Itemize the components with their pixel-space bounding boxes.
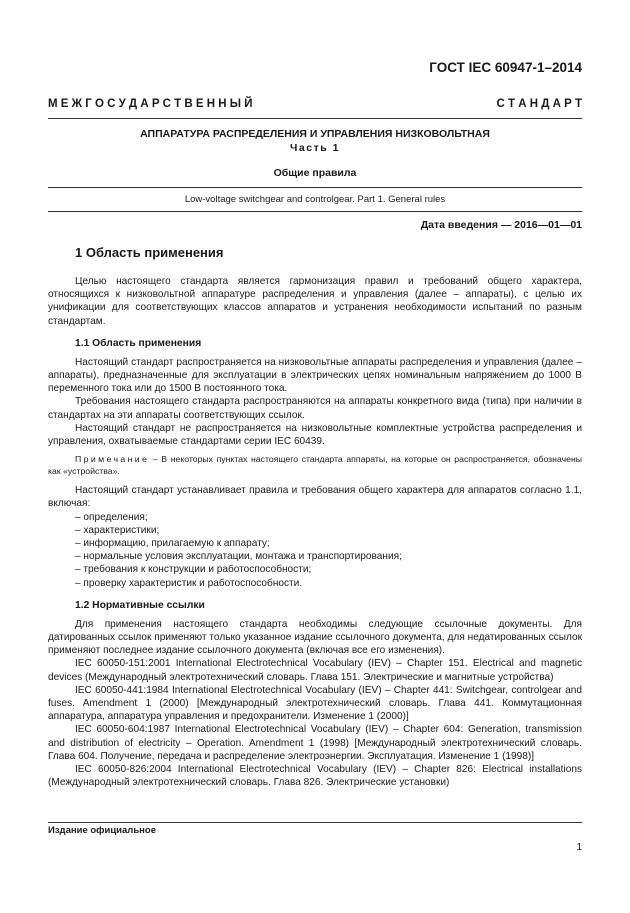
reference-entry: IEC 60050-604:1987 International Electrotechnical Vocabulary (IEV) – Chapter 604: Generation, transmission and distribution of electricity – Operation. Amendment 1 (1998) [Международный электротехнический словарь. Глава 604. Получение, передача и распределение электроэнергии. Эксплуатация. Изменение 1 (1998)] — [48, 724, 582, 762]
document-subtitle: Общие правила — [273, 167, 357, 179]
subsection-heading-references: 1.2 Нормативные ссылки — [75, 599, 205, 611]
note — [48, 453, 582, 477]
list-item: – нормальные условия эксплуатации, монтажа и транспортирования; — [75, 551, 402, 563]
scope-paragraph: Настоящий стандарт распространяется на низковольтные аппараты распределения и управления (далее – аппараты), предназначенные для эксплуатации в электрических цепях номинальным напряжением до 1000 В переменного тока или до 1500 В постоянного тока. — [48, 356, 582, 395]
title-part: Часть 1 — [290, 142, 340, 154]
scope-paragraph: Требования настоящего стандарта распространяются на аппараты конкретного вида (типа) при наличии в стандартах на эти аппараты соответствующих ссылок. — [48, 396, 582, 421]
standard-category-left: М Е Ж Г О С У Д А Р С Т В Е Н Н Ы Й — [48, 98, 253, 110]
standard-number: ГОСТ IEC 60947-1–2014 — [429, 60, 582, 75]
main-content — [48, 245, 582, 790]
list-item: – требования к конструкции и работоспособности; — [75, 564, 312, 576]
english-title-rule-bottom — [48, 211, 582, 212]
title-main: АППАРАТУРА РАСПРЕДЕЛЕНИЯ И УПРАВЛЕНИЯ НИЗКОВОЛЬТНАЯ — [140, 128, 490, 140]
header-rule-top — [48, 118, 582, 119]
reference-entry: IEC 60050-826:2004 International Electrotechnical Vocabulary (IEV) – Chapter 826: Electrical installations (Международный электротехнический словарь. Глава 826. Электрические установки) — [48, 764, 582, 789]
introduction-date: Дата введения — 2016—01—01 — [420, 219, 582, 231]
footer-rule — [48, 822, 582, 823]
list-item: – информацию, прилагаемую к аппарату; — [75, 538, 270, 550]
list-item: – определения; — [75, 511, 148, 523]
list-item: – проверку характеристик и работоспособности. — [75, 577, 303, 589]
scope-paragraph: Настоящий стандарт не распространяется на низковольтные комплектные устройства распределения и управления, охватываемые стандартами серии IEC 60439. — [48, 422, 582, 448]
english-title: Low-voltage switchgear and controlgear. Part 1. General rules — [184, 194, 446, 205]
english-title-rule-top — [48, 187, 582, 188]
standard-category-right: С Т А Н Д А Р Т — [496, 98, 582, 110]
document-title — [48, 127, 582, 155]
reference-entry: IEC 60050-441:1984 International Electrotechnical Vocabulary (IEV) – Chapter 441: Switchgear, controlgear and fuses. Amendment 1 (2000) [Международный электротехнический словарь. Глава 441. Коммутационная аппаратура, аппаратура управления и предохранители. Изменение 1 (2000)] — [48, 684, 582, 723]
section-heading: 1 Область применения — [75, 245, 224, 260]
note-text: – В некоторых пунктах настоящего стандарта аппараты, на которые он распространяется, обозначены как «устройства». — [48, 454, 582, 477]
standard-category — [48, 98, 582, 110]
rules-list — [48, 511, 582, 590]
page-number: 1 — [576, 842, 582, 853]
rules-intro: Настоящий стандарт устанавливает правила и требования общего характера для аппаратов согласно 1.1, включая: — [48, 485, 582, 510]
references-paragraph: Для применения настоящего стандарта необходимы следующие ссылочные документы. Для датированных ссылок применяют только указанное издание ссылочного документа, для недатированных ссылок применяют последнее издание ссылочного документа (включая все его изменения). — [48, 618, 582, 657]
list-item: – характеристики; — [75, 524, 160, 536]
edition-label: Издание официальное — [48, 825, 156, 836]
note-label: Примечание — [75, 454, 150, 465]
subsection-heading-scope: 1.1 Область применения — [75, 337, 202, 349]
section-intro: Целью настоящего стандарта является гармонизация правил и требований общего характера, относящихся к низковольтной аппаратуре распределения и управления (далее – аппараты), с целью их унификации для соответствующих классов аппаратов и устранения необходимости испытаний по разным стандартам. — [48, 276, 582, 327]
reference-entry: IEC 60050-151:2001 International Electrotechnical Vocabulary (IEV) – Chapter 151. Electrical and magnetic devices (Международный электротехнический словарь. Глава 151. Электрические и магнитные устройства) — [48, 658, 582, 683]
